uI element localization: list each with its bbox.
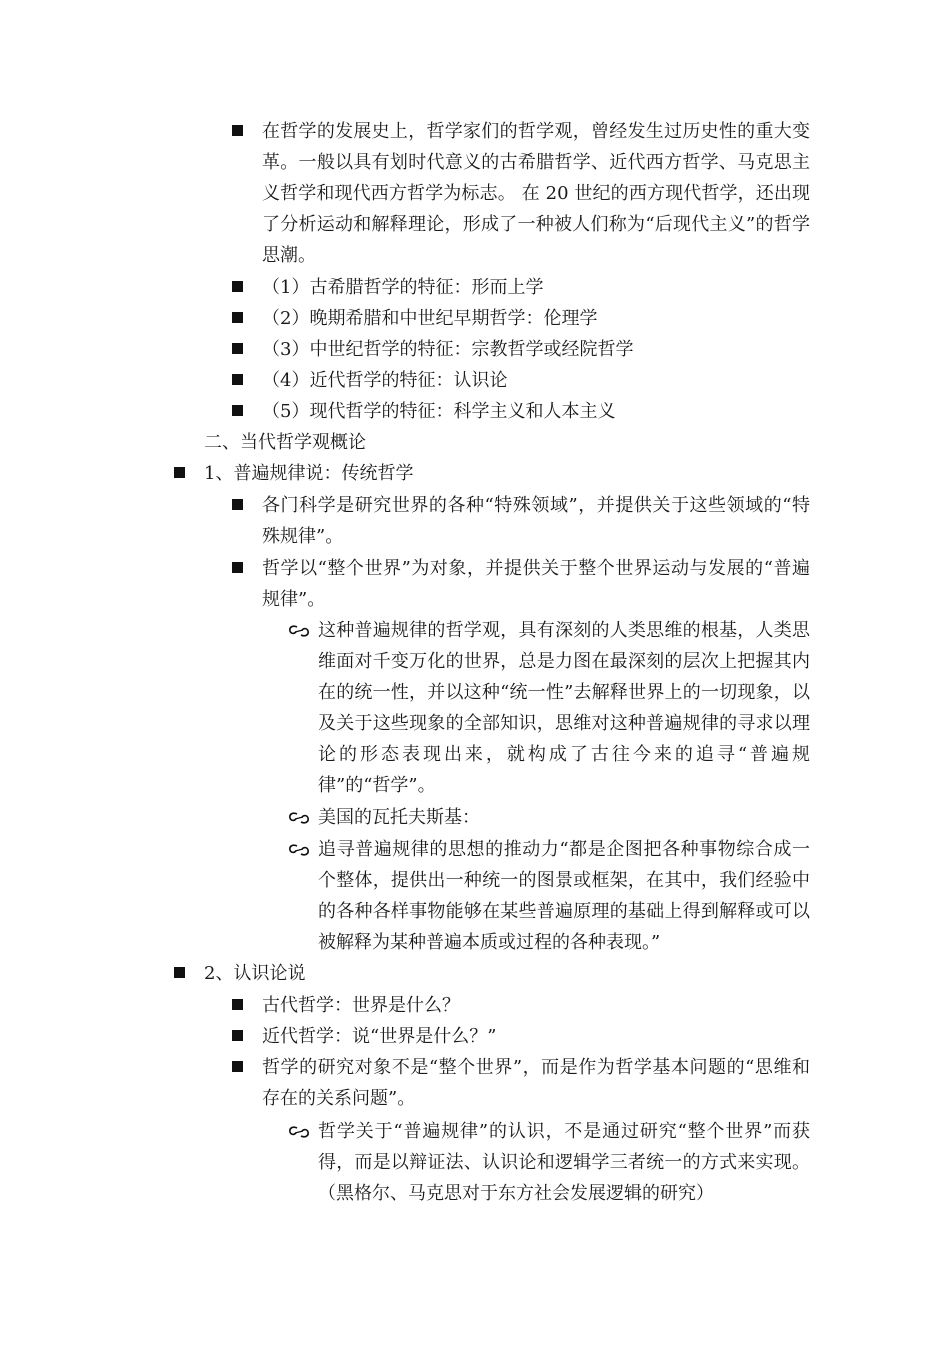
list-item-text: （1）古希腊哲学的特征：形而上学 [262,277,544,298]
list-item [318,802,810,833]
list-item [262,1052,810,1114]
list-item [262,334,810,365]
list-item-text: 追寻普遍规律的思想的推动力“都是企图把各种事物综合成一个整体，提供出一种统一的图景或框架，在其中，我们经验中的各种各样事物能够在某些普遍原理的基础上得到解释或可以被解释为某种普遍本质或过程的各种表现。” [318,839,810,953]
list-item-text: 各门科学是研究世界的各种“特殊领域”，并提供关于这些领域的“特殊规律”。 [262,495,810,547]
list-item [262,1021,810,1052]
list-item-text: 这种普遍规律的哲学观，具有深刻的人类思维的根基，人类思维面对千变万化的世界，总是力图在最深刻的层次上把握其内在的统一性，并以这种“统一性”去解释世界上的一切现象，以及关于这些现象的全部知识，思维对这种普遍规律的寻求以理论的形态表现出来，就构成了古往今来的追寻“普遍规律”的“哲学”。 [318,620,810,796]
chain-link-icon [288,1116,314,1147]
list-item-text: 哲学的研究对象不是“整个世界”，而是作为哲学基本问题的“思维和存在的关系问题”。 [262,1057,810,1109]
list-item-text: （2）晚期希腊和中世纪早期哲学：伦理学 [262,308,598,329]
list-item-text: （3）中世纪哲学的特征：宗教哲学或经院哲学 [262,339,634,360]
list-item [318,834,810,958]
list-item-text: 近代哲学：说“世界是什么？” [262,1026,497,1047]
list-item [318,615,810,801]
list-item-text: 哲学以“整个世界”为对象，并提供关于整个世界运动与发展的“普遍规律”。 [262,558,810,610]
square-bullet-icon [232,1061,243,1072]
square-bullet-icon [174,967,185,978]
square-bullet-icon [232,405,243,416]
square-bullet-icon [232,499,243,510]
square-bullet-icon [232,125,243,136]
square-bullet-icon [232,374,243,385]
list-item [262,396,810,427]
square-bullet-icon [232,281,243,292]
list-item [262,116,810,271]
list-item-text: （4）近代哲学的特征：认识论 [262,370,508,391]
list-item-text: 在哲学的发展史上，哲学家们的哲学观，曾经发生过历史性的重大变革。一般以具有划时代意义的古希腊哲学、近代西方哲学、马克思主义哲学和现代西方哲学为标志。 在 20 世纪的西方现代哲学，还出现了分析运动和解释理论，形成了一种被人们称为“后现代主义”的哲学思潮。 [262,121,810,266]
list-item [262,553,810,615]
square-bullet-icon [232,562,243,573]
square-bullet-icon [174,467,185,478]
list-item-text: 1、普遍规律说：传统哲学 [204,463,414,484]
list-item [262,272,810,303]
chain-link-icon [288,834,314,865]
chain-link-icon [288,802,314,833]
list-item [262,303,810,334]
square-bullet-icon [232,343,243,354]
section-heading [204,427,764,458]
section-heading-text: 二、当代哲学观概论 [204,432,366,453]
list-item-text: 哲学关于“普遍规律”的认识，不是通过研究“整个世界”而获得，而是以辩证法、认识论和逻辑学三者统一的方式来实现。（黑格尔、马克思对于东方社会发展逻辑的研究） [318,1121,810,1204]
list-item [318,1116,810,1209]
list-item-text: 古代哲学：世界是什么？ [262,995,460,1016]
list-item [262,490,810,552]
list-item [204,458,810,489]
list-item [262,365,810,396]
list-item [204,958,810,989]
chain-link-icon [288,615,314,646]
square-bullet-icon [232,999,243,1010]
square-bullet-icon [232,312,243,323]
square-bullet-icon [232,1030,243,1041]
list-item-text: 2、认识论说 [204,963,306,984]
list-item-text: 美国的瓦托夫斯基： [318,807,480,828]
list-item [262,990,810,1021]
list-item-text: （5）现代哲学的特征：科学主义和人本主义 [262,401,616,422]
